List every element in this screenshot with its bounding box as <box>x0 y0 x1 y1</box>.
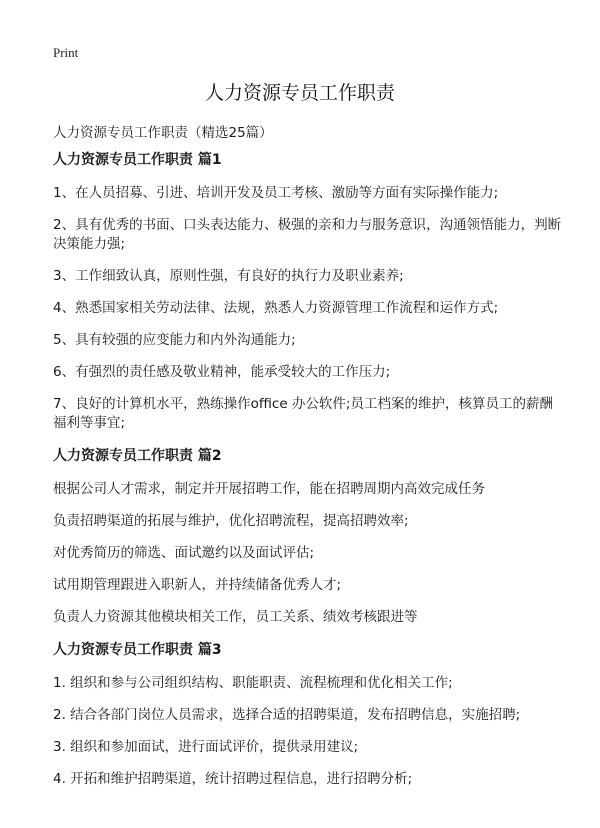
list-item: 6、有强烈的责任感及敬业精神，能承受较大的工作压力; <box>53 364 391 380</box>
list-item: 2. 结合各部门岗位人员需求，选择合适的招聘渠道，发布招聘信息，实施招聘; <box>53 707 521 723</box>
list-item: 2、具有优秀的书面、口头表达能力、极强的亲和力与服务意识，沟通领悟能力，判断决策能力强; <box>53 217 562 252</box>
list-item: 负责招聘渠道的拓展与维护，优化招聘流程，提高招聘效率; <box>53 513 409 529</box>
list-item: 3、工作细致认真，原则性强，有良好的执行力及职业素养; <box>53 268 404 284</box>
list-item: 4、熟悉国家相关劳动法律、法规，熟悉人力资源管理工作流程和运作方式; <box>53 300 499 316</box>
list-item: 4. 开拓和维护招聘渠道，统计招聘过程信息，进行招聘分析; <box>53 771 413 787</box>
list-item: 1. 组织和参与公司组织结构、职能职责、流程梳理和优化相关工作; <box>53 675 453 691</box>
document-body <box>53 150 563 802</box>
list-item: 对优秀简历的筛选、面试邀约以及面试评估; <box>53 545 315 561</box>
list-item: 试用期管理跟进入职新人，并持续储备优秀人才; <box>53 577 342 593</box>
list-item: 5、具有较强的应变能力和内外沟通能力; <box>53 332 296 348</box>
list-item: 负责人力资源其他模块相关工作，员工关系、绩效考核跟进等 <box>53 609 418 625</box>
page-title: 人力资源专员工作职责 <box>204 82 395 104</box>
list-item: 1、在人员招募、引进、培训开发及员工考核、激励等方面有实际操作能力; <box>53 185 499 201</box>
list-item: 根据公司人才需求，制定并开展招聘工作，能在招聘周期内高效完成任务 <box>53 481 485 497</box>
document-subtitle: 人力资源专员工作职责（精选25篇） <box>53 125 273 141</box>
print-link[interactable]: Print <box>53 45 79 60</box>
list-item: 7、良好的计算机水平，熟练操作office 办公软件;员工档案的维护，核算员工的薪酬福利等事宜; <box>53 396 553 431</box>
section-heading-1: 人力资源专员工作职责 篇1 <box>53 152 222 168</box>
list-item: 3. 组织和参加面试，进行面试评价，提供录用建议; <box>53 739 359 755</box>
section-heading-2: 人力资源专员工作职责 篇2 <box>53 448 222 464</box>
section-heading-3: 人力资源专员工作职责 篇3 <box>53 642 222 658</box>
